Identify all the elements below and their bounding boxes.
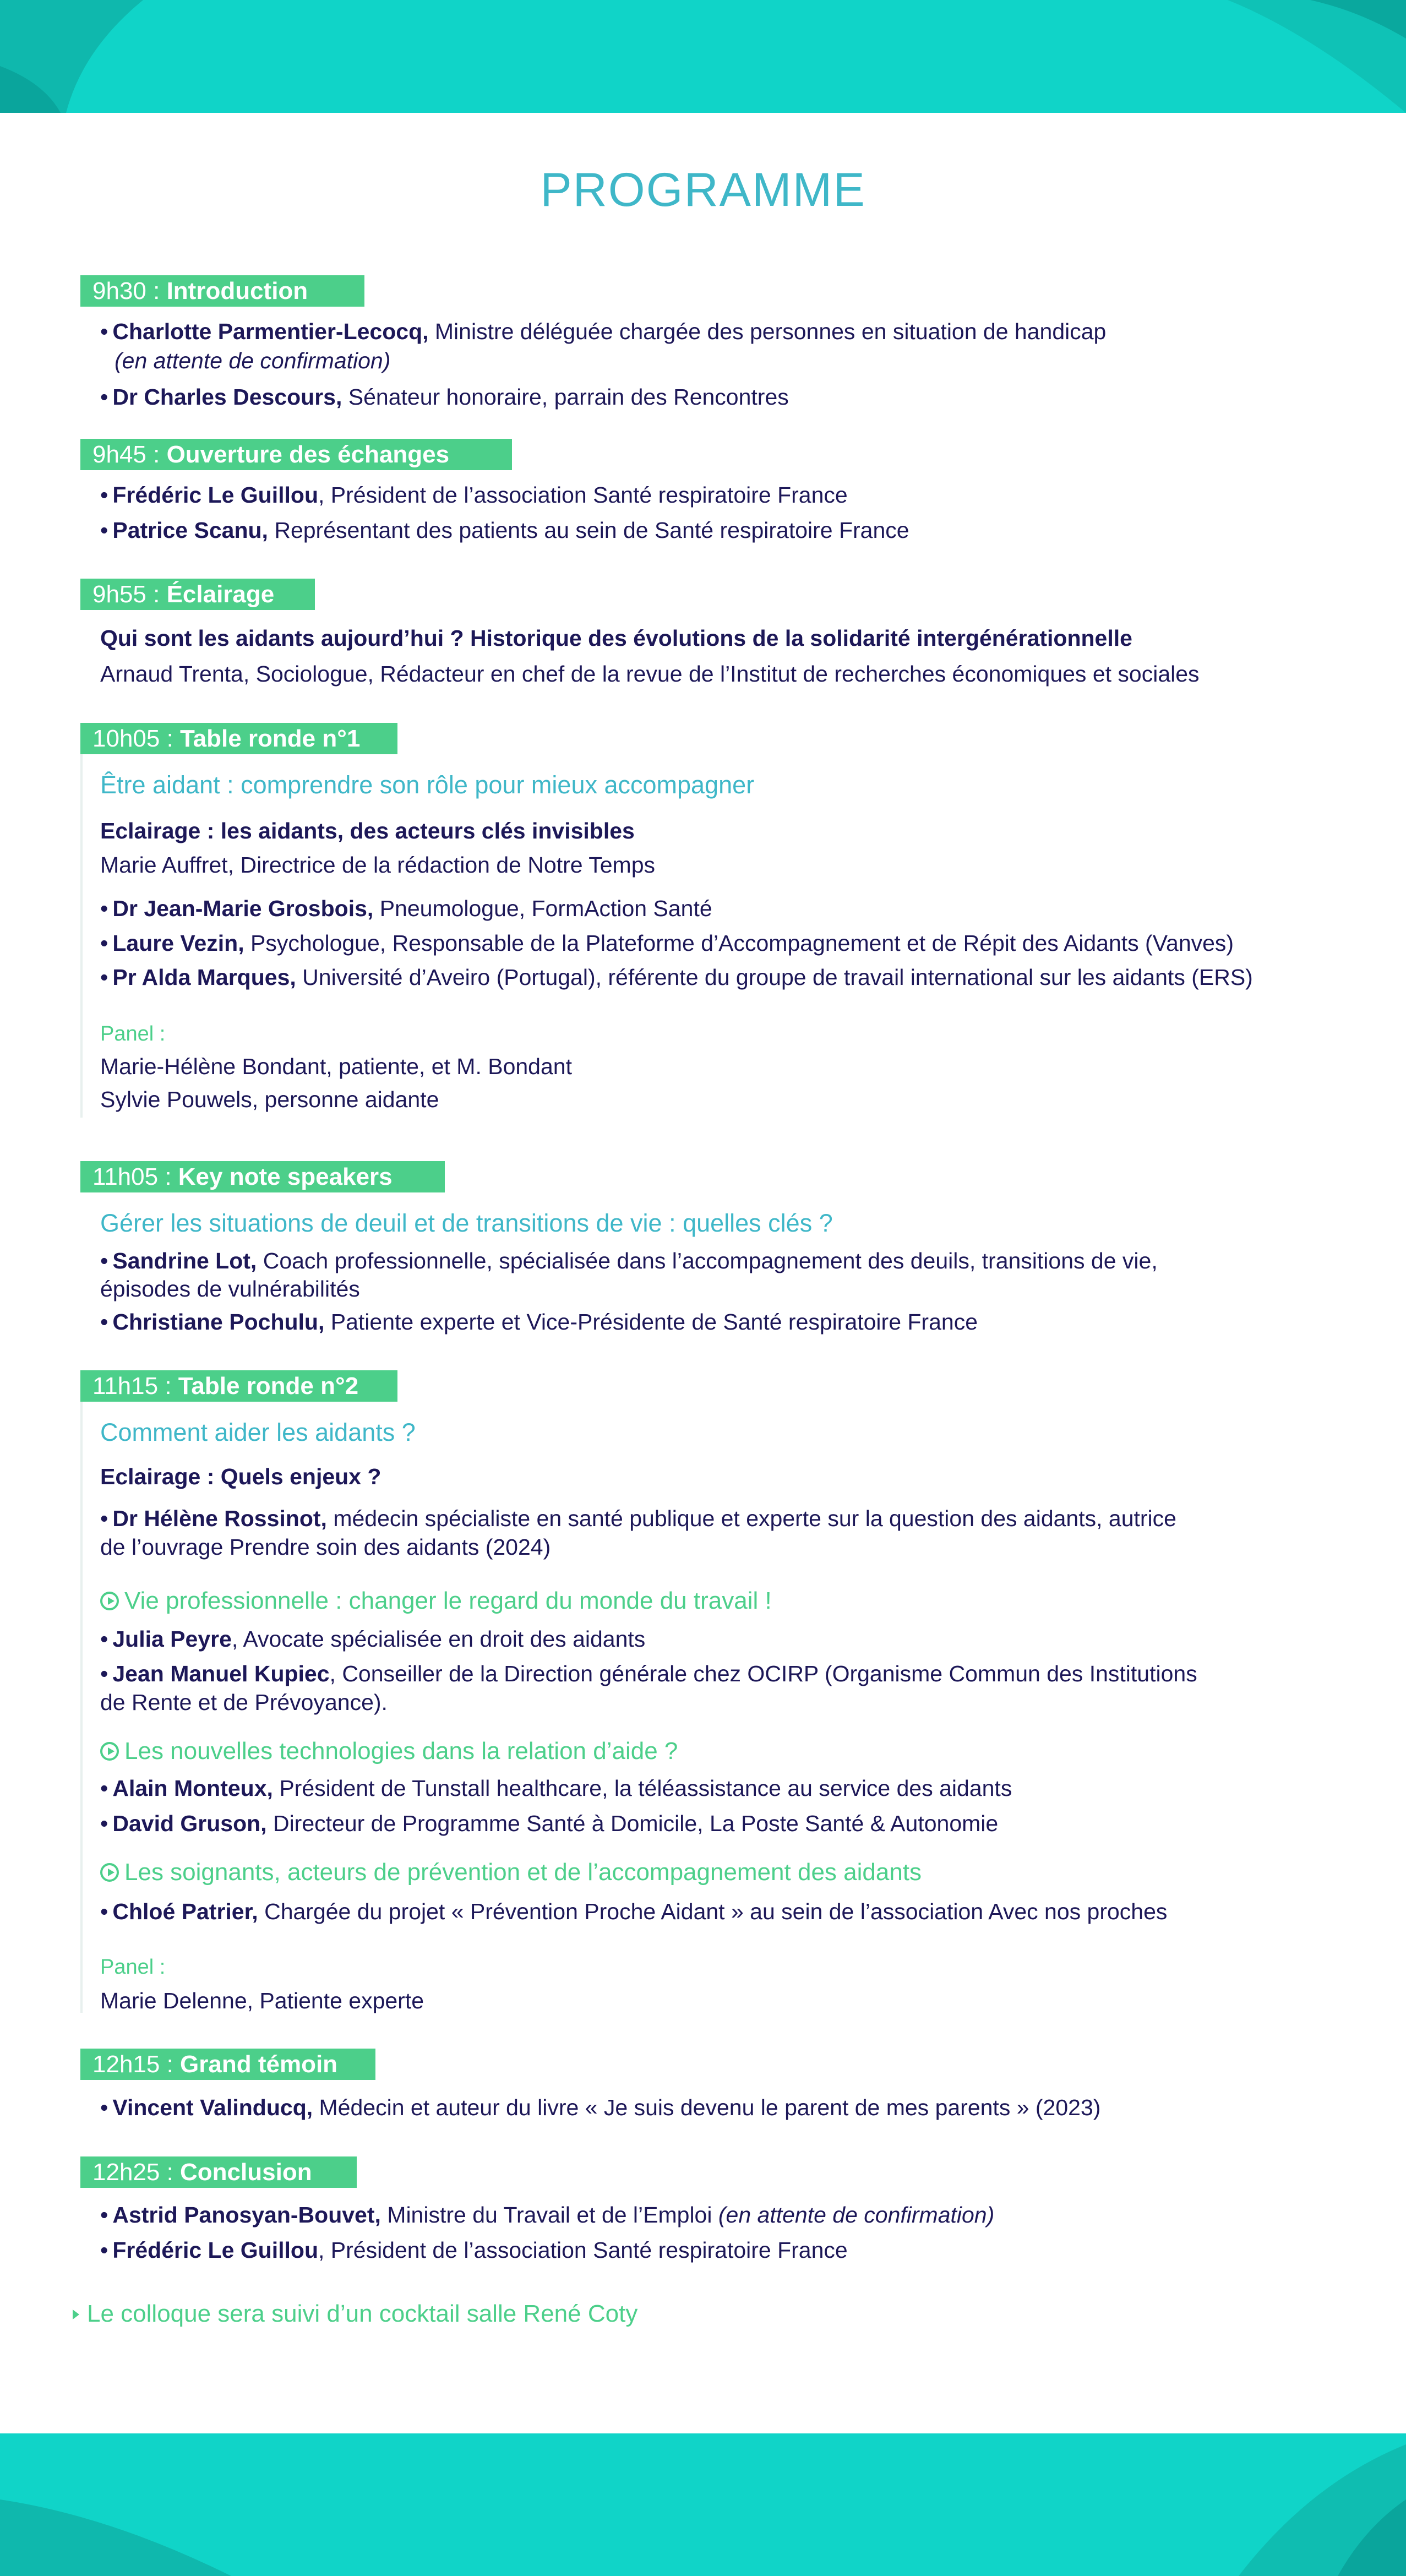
speaker-role: médecin spécialiste en santé publique et experte sur la question des aidants, autrice <box>326 1506 1176 1531</box>
speaker-line <box>100 2236 848 2264</box>
session-label: Table ronde n°1 <box>180 725 361 752</box>
speaker-name: Laure Vezin, <box>112 930 244 956</box>
speaker-role-continued: épisodes de vulnérabilités <box>100 1276 360 1301</box>
session-tag-table-ronde-1 <box>80 723 397 754</box>
speaker-role: , Avocate spécialisée en droit des aidants <box>231 1626 646 1652</box>
top-band-shapes <box>0 0 1406 113</box>
session-tag-ouverture <box>80 439 512 470</box>
speaker-line <box>100 481 848 509</box>
speaker-name: David Gruson, <box>112 1811 267 1836</box>
top-decorative-band <box>0 0 1406 113</box>
speaker-role: Pneumologue, FormAction Santé <box>373 896 712 921</box>
speaker-name: Dr Charles Descours, <box>112 384 342 410</box>
speaker-line <box>100 1504 1176 1533</box>
speaker-name: Sandrine Lot, <box>112 1248 257 1273</box>
session-time: 11h05 : <box>92 1163 178 1190</box>
session-label: Grand témoin <box>180 2051 338 2078</box>
session-label: Conclusion <box>180 2159 312 2186</box>
speaker-role: Président de Tunstall healthcare, la téléassistance au service des aidants <box>273 1776 1012 1801</box>
speaker-role: Chargée du projet « Prévention Proche Aidant » au sein de l’association Avec nos proches <box>258 1899 1168 1924</box>
bottom-decorative-band <box>0 2433 1406 2576</box>
bottom-band-shapes <box>0 2433 1406 2576</box>
speaker-name: Jean Manuel Kupiec <box>112 1661 330 1686</box>
speaker-role: Coach professionnelle, spécialisée dans l’accompagnement des deuils, transitions de vie, <box>257 1248 1158 1273</box>
speaker-name: Christiane Pochulu, <box>112 1309 325 1335</box>
speaker-role: Directeur de Programme Santé à Domicile, La Poste Santé & Autonomie <box>266 1811 999 1836</box>
play-circle-icon <box>100 1592 119 1610</box>
session-time: 9h55 : <box>92 581 167 608</box>
speaker-role: Représentant des patients au sein de Santé respiratoire France <box>268 518 909 543</box>
speaker-line <box>100 894 712 923</box>
speaker-role: Université d’Aveiro (Portugal), référente du groupe de travail international sur les aidants (ERS) <box>296 965 1253 990</box>
eclairage-heading <box>100 1462 381 1491</box>
session-label: Ouverture des échanges <box>166 441 450 468</box>
section-subtitle: Gérer les situations de deuil et de transitions de vie : quelles clés ? <box>100 1209 833 1237</box>
speaker-role: Patiente experte et Vice-Présidente de Santé respiratoire France <box>324 1309 978 1335</box>
speaker-name: Chloé Patrier, <box>112 1899 258 1924</box>
confirmation-text: (en attente de confirmation) <box>718 2202 995 2228</box>
speaker-role-continued: de l’ouvrage Prendre soin des aidants (2024) <box>100 1534 551 1560</box>
speaker-line <box>100 1246 1158 1275</box>
panel-member: Sylvie Pouwels, personne aidante <box>100 1087 439 1112</box>
eclairage-question <box>100 624 1132 652</box>
panel-member: Marie-Hélène Bondant, patiente, et M. Bondant <box>100 1054 572 1079</box>
section-rule <box>80 1402 83 2013</box>
speaker-line <box>100 963 1253 992</box>
topic-heading <box>100 1737 678 1766</box>
speaker-name: Frédéric Le Guillou <box>112 2237 318 2263</box>
eclairage-heading <box>100 816 635 845</box>
session-label: Introduction <box>166 277 308 304</box>
speaker-line <box>100 317 1106 346</box>
session-time: 9h30 : <box>92 277 167 304</box>
speaker-name: Frédéric Le Guillou <box>112 482 318 508</box>
session-tag-table-ronde-2 <box>80 1370 397 1402</box>
question-text: Qui sont les aidants aujourd’hui ? Historique des évolutions de la solidarité intergénérationnelle <box>100 625 1132 651</box>
session-time: 10h05 : <box>92 725 181 752</box>
speaker-line <box>100 383 789 411</box>
speaker-name: Pr Alda Marques, <box>112 965 296 990</box>
session-tag-introduction <box>80 275 364 307</box>
speaker-role: , Président de l’association Santé respiratoire France <box>318 482 848 508</box>
session-tag-key-note <box>80 1161 445 1192</box>
session-time: 9h45 : <box>92 441 167 468</box>
speaker-name: Dr Jean-Marie Grosbois, <box>112 896 374 921</box>
session-label: Key note speakers <box>178 1163 393 1190</box>
topic-title: Les soignants, acteurs de prévention et de l’accompagnement des aidants <box>124 1859 922 1886</box>
speaker-role-continued: de Rente et de Prévoyance). <box>100 1690 388 1715</box>
eclairage-title: Eclairage : les aidants, des acteurs clés invisibles <box>100 818 635 843</box>
speaker-line <box>100 1308 978 1336</box>
panel-label: Panel : <box>100 1022 166 1045</box>
speaker-role: Psychologue, Responsable de la Plateforme d’Accompagnement et de Répit des Aidants (Vanves) <box>244 930 1234 956</box>
topic-title: Les nouvelles technologies dans la relation d’aide ? <box>124 1738 678 1764</box>
speaker-role: , Conseiller de la Direction générale chez OCIRP (Organisme Commun des Institutions <box>329 1661 1197 1686</box>
session-tag-conclusion <box>80 2156 357 2188</box>
topic-heading <box>100 1587 772 1615</box>
speaker-role: Ministre du Travail et de l’Emploi <box>380 2202 718 2228</box>
session-time: 12h15 : <box>92 2051 181 2078</box>
session-time: 12h25 : <box>92 2159 181 2186</box>
speaker-name: Charlotte Parmentier-Lecocq, <box>112 319 429 344</box>
section-subtitle: Être aidant : comprendre son rôle pour mieux accompagner <box>100 771 755 799</box>
speaker-role: Médecin et auteur du livre « Je suis devenu le parent de mes parents » (2023) <box>313 2095 1101 2120</box>
cocktail-note <box>73 2300 637 2328</box>
speaker-role: Sénateur honoraire, parrain des Rencontres <box>342 384 789 410</box>
speaker-line <box>100 516 909 544</box>
panel-member: Marie Delenne, Patiente experte <box>100 1988 424 2013</box>
session-tag-eclairage <box>80 579 315 610</box>
speaker-line <box>100 1625 645 1653</box>
topic-heading <box>100 1858 922 1887</box>
speaker-name: Patrice Scanu, <box>112 518 268 543</box>
speaker-line <box>100 1897 1167 1926</box>
speaker-name: Astrid Panosyan-Bouvet, <box>112 2202 381 2228</box>
speaker-line <box>100 2201 994 2229</box>
session-tag-grand-temoin <box>80 2049 375 2080</box>
section-subtitle: Comment aider les aidants ? <box>100 1418 416 1446</box>
section-rule <box>80 754 83 1118</box>
play-circle-icon <box>100 1863 119 1882</box>
speaker-name: Julia Peyre <box>112 1626 232 1652</box>
session-time: 11h15 : <box>92 1373 178 1399</box>
speaker-line <box>100 1659 1197 1688</box>
confirmation-note <box>115 346 390 375</box>
eclairage-speaker: Arnaud Trenta, Sociologue, Rédacteur en chef de la revue de l’Institut de recherches économiques et sociales <box>100 661 1200 687</box>
speaker-name: Vincent Valinducq, <box>112 2095 313 2120</box>
topic-title: Vie professionnelle : changer le regard du monde du travail ! <box>124 1587 772 1614</box>
speaker-name: Alain Monteux, <box>112 1776 273 1801</box>
session-label: Éclairage <box>166 581 275 608</box>
session-label: Table ronde n°2 <box>178 1373 359 1399</box>
speaker-role: Ministre déléguée chargée des personnes en situation de handicap <box>428 319 1107 344</box>
caret-right-icon <box>73 2310 79 2319</box>
cocktail-text: Le colloque sera suivi d’un cocktail salle René Coty <box>87 2300 638 2327</box>
speaker-line <box>100 2093 1100 2122</box>
speaker-name: Dr Hélène Rossinot, <box>112 1506 327 1531</box>
speaker-line <box>100 929 1234 957</box>
speaker-role: , Président de l’association Santé respiratoire France <box>318 2237 848 2263</box>
speaker-line <box>100 1809 998 1838</box>
panel-label: Panel : <box>100 1956 166 1979</box>
page-title: PROGRAMME <box>540 164 866 216</box>
eclairage-speaker: Marie Auffret, Directrice de la rédaction de Notre Temps <box>100 852 656 878</box>
eclairage-title: Eclairage : Quels enjeux ? <box>100 1464 382 1489</box>
speaker-line <box>100 1774 1012 1802</box>
confirmation-text: (en attente de confirmation) <box>115 348 391 373</box>
play-circle-icon <box>100 1742 119 1761</box>
